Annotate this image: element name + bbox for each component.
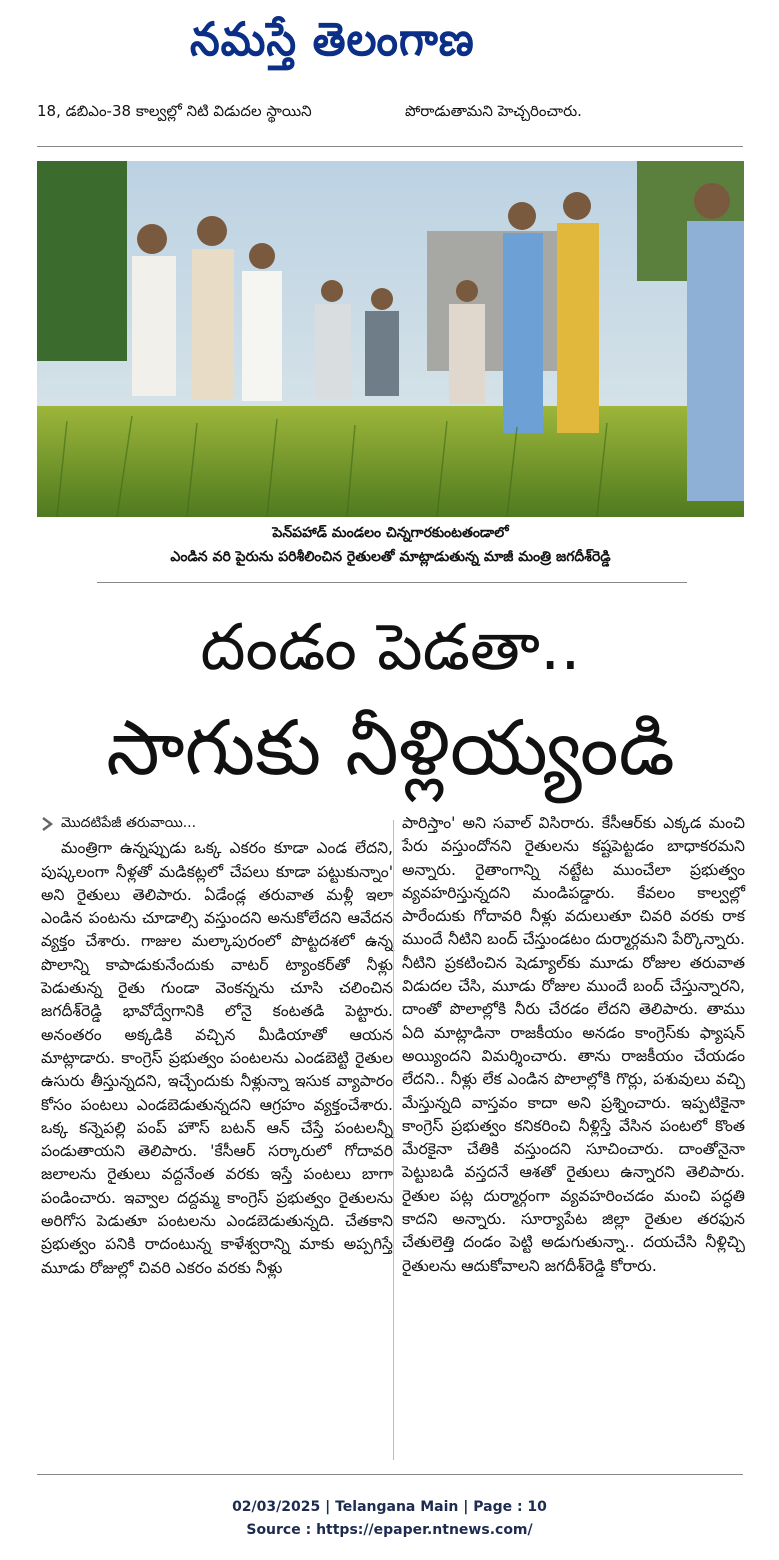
footer-divider xyxy=(37,1474,743,1475)
carryover-text-right: పోరాడుతామని హెచ్చరించారు. xyxy=(405,102,582,120)
photo-caption-line-1: పెన్‌పహాడ్ మండలం చిన్నగారకుంటతండాలో xyxy=(272,525,509,541)
continuation-marker xyxy=(41,812,393,835)
article-column-left xyxy=(41,812,393,1280)
footer-date-page: 02/03/2025 | Telangana Main | Page : 10 xyxy=(232,1499,547,1515)
footer-source: Source : https://epaper.ntnews.com/ xyxy=(246,1522,533,1538)
headline-line-1: దండం పెడతా.. xyxy=(200,611,581,685)
carryover-text-left: 18, డబిఎం-38 కాల్వల్లో నిటి విడుదల స్థాయిని xyxy=(37,102,312,120)
column-divider xyxy=(393,820,394,1460)
headline-line-2: సాగుకు నీళ్లియ్యండి xyxy=(106,703,675,792)
news-photo xyxy=(37,161,744,517)
chevron-right-icon xyxy=(41,817,53,831)
caption-divider xyxy=(97,582,687,583)
divider xyxy=(37,146,743,147)
article-column-right xyxy=(402,812,745,1278)
article-paragraph-left: మంత్రిగా ఉన్నప్పుడు ఒక్క ఎకరం కూడా ఎండ లేదని, పుష్కలంగా నీళ్లతో మడికట్లలో చేపలు కూడా పట్టుకున్నాం' అని రైతులు తెలిపారు. ఏడేండ్ల తరువాత మళ్లీ ఇలా ఎండిన పంటను చూడాల్సి వస్తుందని అనుకోలేదని ఆవేదన వ్యక్తం చేశారు. గాజుల మల్కాపురంలో పొట్టదశలో ఉన్న పొలాన్ని కాపాడుకునేందుకు వాటర్ ట్యాంకర్‌తో నీళ్లు పెడుతున్న రైతు గుండా వెంకన్నను చూసి చలించిన జగదీశ్‌రెడ్డి భావోద్వేగానికి లోనై కంటతడి పెట్టారు. అనంతరం అక్కడికి వచ్చిన మీడియాతో ఆయన మాట్లాడారు. కాంగ్రెస్ ప్రభుత్వం పంటలను ఎండబెట్టి రైతుల ఉసురు తీస్తున్నదని, ఇచ్చేందుకు నీళ్లున్నా ఇసుక వ్యాపారం కోసం పంటలు ఎండబెడుతున్నదని ఆగ్రహం వ్యక్తంచేశారు. ఒక్క కన్నెపల్లి పంప్ హౌస్ బటన్ ఆన్ చేస్తే పంటలన్నీ పండుతాయని తెలిపారు. 'కేసీఆర్ సర్కారులో గోదావరి జలాలను రైతులు వద్దనేంత వరకు ఇస్తే పంటలు బాగా పండించారు. ఇవ్వాల దద్దమ్మ కాంగ్రెస్ ప్రభుత్వం రైతులను అరిగోస పెడుతూ పంటలను ఎండబెడుతున్నది. చేతకాని ప్రభుత్వం పనికి రాదంటున్న కాళేశ్వరాన్ని మాకు అప్పగిస్తే మూడు రోజుల్లో చివరి ఎకరం వరకు నీళ్లు xyxy=(41,839,393,1277)
photo-caption-line-2: ఎండిన వరి పైరును పరిశీలించిన రైతులతో మాట్లాడుతున్న మాజీ మంత్రి జగదీశ్‌రెడ్డి xyxy=(170,549,611,565)
continuation-label: మొదటిపేజీ తరువాయి... xyxy=(61,815,197,831)
news-photo-farmers-in-field-icon xyxy=(37,161,744,517)
article-paragraph-right: పారిస్తాం' అని సవాల్ విసిరారు. కేసీఆర్‌కు ఎక్కడ మంచి పేరు వస్తుందోనని రైతులను కష్టపెట్టడం బాధాకరమని అన్నారు. రైతాంగాన్ని నట్టేట ముంచేలా ప్రభుత్వం వ్యవహరిస్తున్నదని మండిపడ్డారు. కేవలం కాల్వల్లో పారేందుకు గోదావరి నీళ్లు వదులుతూ చివరి వరకు రాక ముందే నీటిని బంద్ చేస్తుండటం దుర్మార్గమని పేర్కొన్నారు. నీటిని ప్రకటించిన షెడ్యూల్‌కు మూడు రోజుల తరువాత విడుదల చేసి, మూడు రోజుల ముందే బంద్ చేస్తున్నారని, దాంతో పొలాల్లోకి నీరు చేరడం లేదని తెలిపారు. తాము ఏది మాట్లాడినా రాజకీయం అనడం కాంగ్రెస్‌కు ఫ్యాషన్ అయ్యిందని విమర్శించారు. తాను రాజకీయం చేయడం లేదని.. నీళ్లు లేక ఎండిన పొలాల్లోకి గొర్లు, పశువులు వచ్చి మేస్తున్నది వాస్తవం కాదా అని ప్రశ్నించారు. ఇప్పటికైనా కాంగ్రెస్ ప్రభుత్వం కనికరించి నీళ్లిస్తే వేసిన పంటలో కొంత మేరకైనా చేతికి వస్తుందని సూచించారు. దాంతోనైనా పెట్టుబడి వస్తదనే ఆశతో రైతులు ఉన్నారని తెలిపారు. రైతుల పట్ల దుర్మార్గంగా వ్యవహరించడం మంచి పద్ధతి కాదని అన్నారు. సూర్యాపేట జిల్లా రైతుల తరఫున చేతులెత్తి దండం పెట్టి అడుగుతున్నా.. దయచేసి నీళ్లిచ్చి రైతులను ఆదుకోవాలని జగదీశ్‌రెడ్డి కోరారు. xyxy=(402,814,745,1275)
newspaper-logo: నమస్తే తెలంగాణ xyxy=(190,12,475,66)
masthead xyxy=(0,0,779,86)
